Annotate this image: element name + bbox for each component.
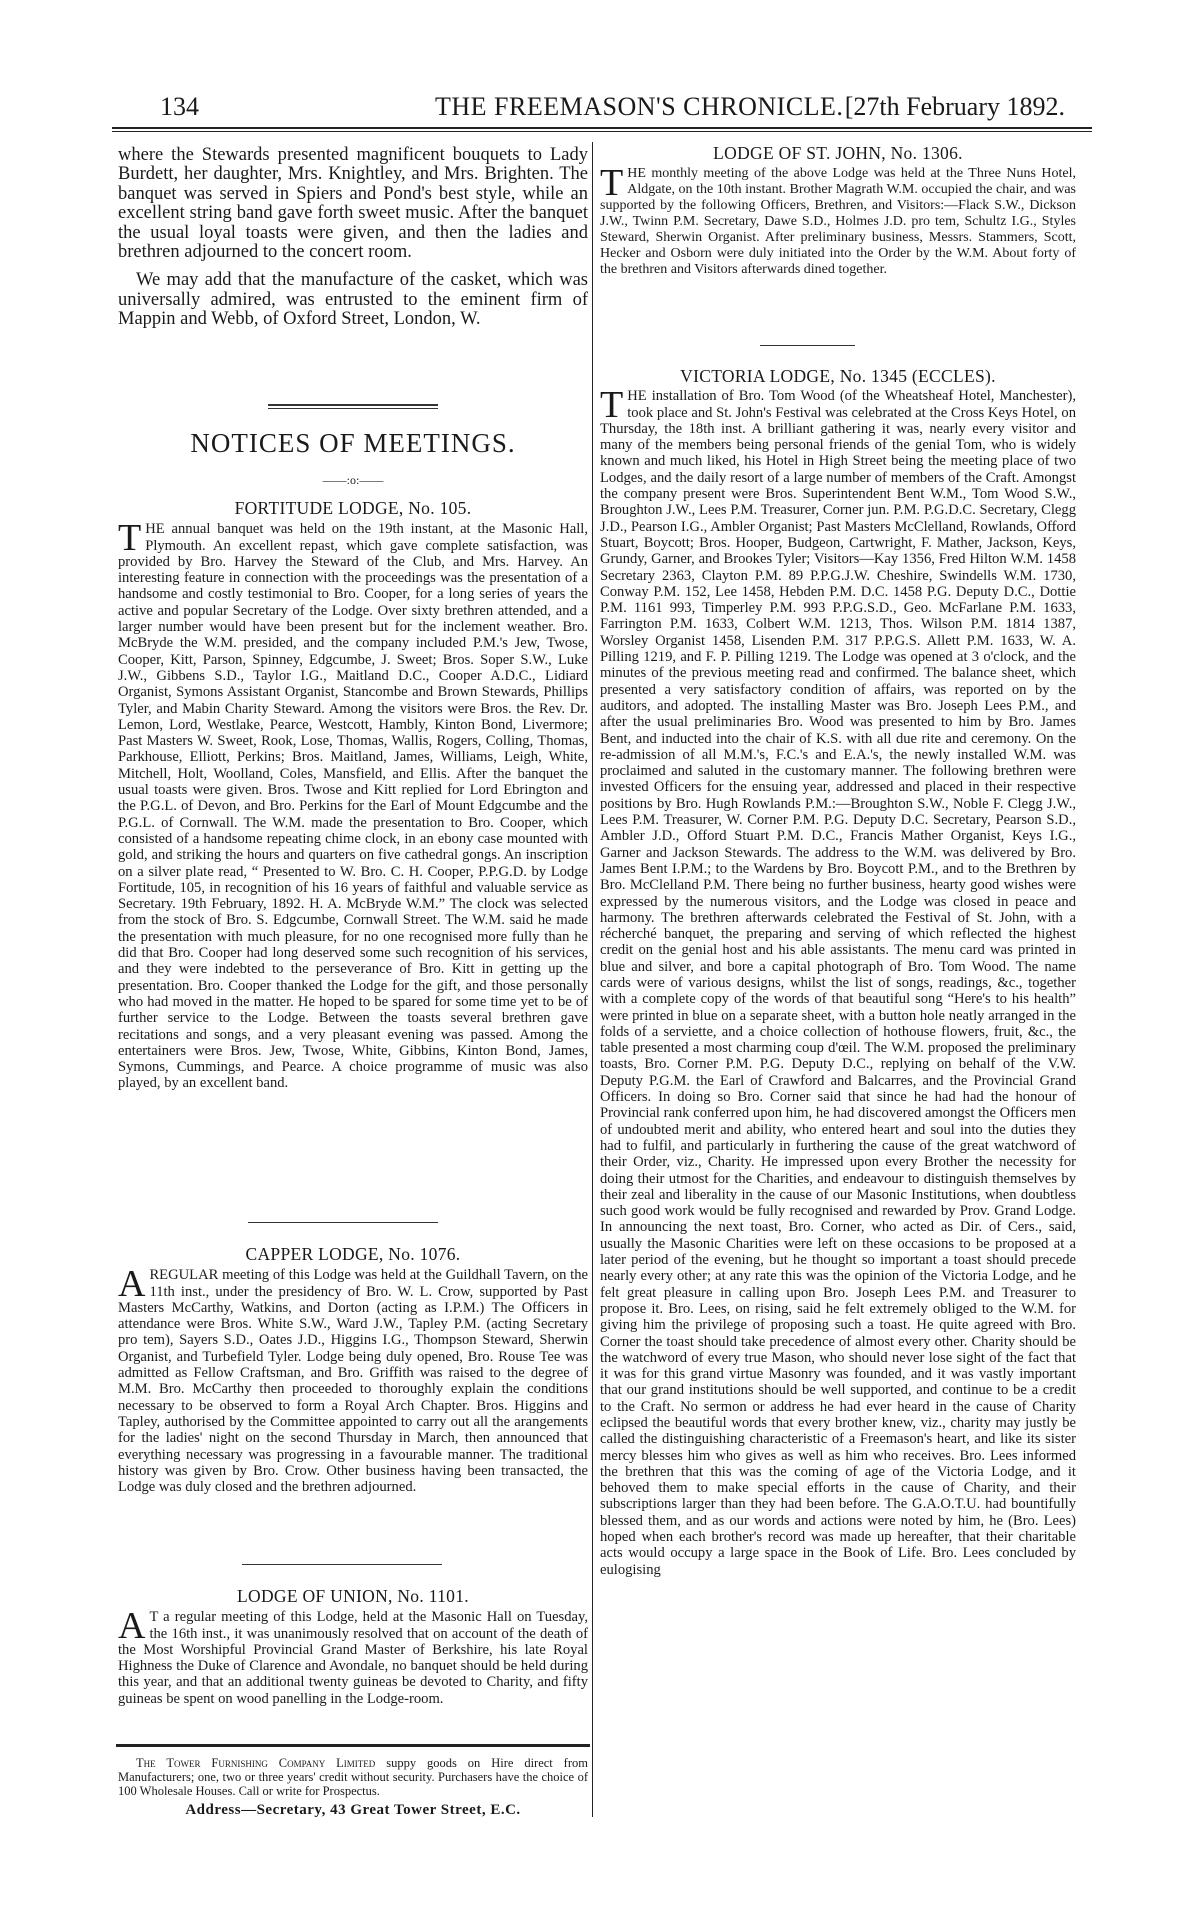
article-fortitude-lodge	[118, 500, 588, 1092]
intro-article	[118, 146, 588, 330]
article-heading: LODGE OF ST. JOHN, No. 1306.	[713, 143, 963, 163]
drop-cap: T	[600, 384, 624, 427]
article-text: HE annual banquet was held on the 19th instant, at the Masonic Hall, Plymouth. An excellent repast, which gave complete satisfaction, was provided by Bro. Harvey the Steward of the Club, and Mrs. Harvey. An interesting feature in connection with the proceedings was the presentation of a handsome and costly testimonial to Bro. Cooper, for a long series of years the active and popular Secretary of the Lodge. Over sixty brethren attended, and a larger number would have been present but for the inclement weather. Bro. McBryde the W.M. presided, and the company included P.M.'s Jew, Twose, Cooper, Kitt, Parson, Spinney, Edgcumbe, J. Sweet; Bros. Soper S.W., Luke J.W., Gibbens S.D., Taylor I.G., Maitland D.C., Cooper A.D.C., Lidiard Organist, Symons Assistant Organist, Stancombe and Brown Stewards, Phillips Tyler, and Mabin Charity Steward. Among the visitors were Bros. the Rev. Dr. Lemon, Lord, Westlake, Pearce, Westcott, Hambly, Kinton Bond, Livermore; Past Masters W. Sweet, Rook, Lose, Thomas, Wallis, Rogers, Colling, Thomas, Parkhouse, Elliott, Perkins; Bros. Maitland, James, Williams, Leigh, White, Mitchell, Holt, Woolland, Coles, Mansfield, and Ellis. After the banquet the usual toasts were given. Bros. Twose and Kitt replied for Lord Ebrington and the P.G.L. of Devon, and Bro. Perkins for the Earl of Mount Edgcumbe and the P.G.L. of Cornwall. The W.M. made the presentation to Bro. Cooper, which consisted of a handsome repeating chime clock, in an ebony case mounted with gold, and striking the hours and quarters on five cathedral gongs. An inscription on a silver plate read, “ Presented to W. Bro. C. H. Cooper, P.P.G.D. by Lodge Fortitude, 105, in recognition of his 16 years of faithful and valuable service as Secretary. 19th February, 1892. H. A. McBryde W.M.” The clock was selected from the stock of Bro. S. Edgcumbe, Cornwall Street. The W.M. said he made the presentation with much pleasure, for no one recognised more fully than he did that Bro. Cooper had long deserved some such recognition of his services, and they were indebted to the perseverance of Bro. Kitt in getting up the presentation. Bro. Cooper thanked the Lodge for the gift, and those personally who had moved in the matter. He hoped to be spared for some time yet to be of further service to the Lodge. Between the toasts several brethren gave recitations and songs, and a very pleasant evening was passed. Among the entertainers were Bros. Jew, Twose, White, Gibbins, Kinton Bond, James, Symons, Cummings, and Pearce. A choice programme of music was also played, by an excellent band.	[118, 521, 588, 1092]
advert-company: The Tower Furnishing Company Limited	[136, 1756, 376, 1770]
drop-cap: T	[600, 162, 624, 204]
drop-cap: A	[118, 1263, 146, 1306]
article-capper-lodge	[118, 1246, 588, 1495]
article-text: T a regular meeting of this Lodge, held at the Masonic Hall on Tuesday, the 16th inst., it was unanimously resolved that on account of the death of the Most Worshipful Provincial Grand Master of Berkshire, his late Royal Highness the Duke of Clarence and Avondale, no banquet should be held during this year, and that an additional twenty guineas be devoted to Charity, and fifty guineas be spent on wood panelling in the Lodge-room.	[118, 1609, 588, 1707]
paragraph: where the Stewards presented magnificent bouquets to Lady Burdett, her daughter, Mrs. Knightley, and Mrs. Brighten. The banquet was served in Spiers and Pond's best style, while an excellent string band gave forth sweet music. After the banquet the usual loyal toasts were given, and then the ladies and brethren adjourned to the concert room.	[118, 145, 588, 263]
section-rule	[248, 1222, 438, 1223]
section-rule	[760, 345, 855, 346]
notices-header	[118, 428, 588, 488]
ornament: ——:o:——	[322, 473, 384, 487]
article-heading: FORTITUDE LODGE, No. 105.	[234, 498, 472, 518]
article-text: HE installation of Bro. Tom Wood (of the Wheatsheaf Hotel, Manchester), took place and St. John's Festival was celebrated at the Cross Keys Hotel, on Thursday, the 18th inst. A brilliant gathering it was, nearly every visitor and many of the members being personal friends of the genial Tom, who is widely known and much liked, his Hotel in High Street being the meeting place of two Lodges, and the daily resort of a large number of members of the Craft. Amongst the company present were Bros. Superintendent Bent W.M., Tom Wood S.W., Broughton J.W., Lees P.M. Treasurer, Corner jun. P.M. P.G.D.C. Secretary, Clegg J.D., Pearson I.G., Ambler Organist; Past Masters McClelland, Rowlands, Offord Stuart, Boycott; Bros. Hooper, Budgeon, Cartwright, F. Mather, Jackson, Keys, Grundy, Garner, and Brookes Tyler; Visitors—Kay 1356, Fred Hilton W.M. 1458 Secretary 2363, Clayton P.M. 89 P.P.G.J.W. Cheshire, Swindells W.M. 1730, Conway P.M. 152, Lee 1458, Hebden P.M. D.C. 1458 P.G. Deputy D.C., Dottie P.M. 1161 993, Timperley P.M. 993 P.P.G.S.D., Geo. McFarlane P.M. 1633, Farrington P.M. 1633, Colbert W.M. 1213, Thos. Wilson P.M. 1814 1387, Worsley Organist 1458, Lisenden P.M. 317 P.P.G.S. Allett P.M. 1633, W. A. Pilling 1219, and F. P. Pilling 1219. The Lodge was opened at 3 o'clock, and the minutes of the previous meeting read and confirmed. The balance sheet, which presented a very satisfactory condition of affairs, was reported on by the auditors, and adopted. The installing Master was Bro. Joseph Lees P.M., and after the usual preliminaries Bro. Wood was presented to him by Bro. James Bent, and inducted into the chair of K.S. with all due rite and ceremony. On the re-admission of all M.M.'s, F.C.'s and E.A.'s, the newly installed W.M. was proclaimed and saluted in the customary manner. The following brethren were invested Officers for the ensuing year, addressed and placed in their respective positions by Bro. Hugh Rowlands P.M.:—Broughton S.W., Noble F. Clegg J.W., Lees P.M. Treasurer, W. Corner P.M. P.G. Deputy D.C. Secretary, Pearson S.D., Ambler J.D., Offord Stuart P.M. D.C., Francis Mather Organist, Keys I.G., Garner and Jackson Stewards. The address to the W.M. was delivered by Bro. James Bent I.P.M.; to the Wardens by Bro. Boycott P.M., and to the Brethren by Bro. McClelland P.M. There being no further business, hearty good wishes were expressed by the numerous visitors, and the Lodge was closed in peace and harmony. The brethren afterwards celebrated the Festival of St. John, with a récherché banquet, the preparing and serving of which reflected the highest credit on the genial host and his able assistants. The menu card was printed in blue and silver, and bore a capital photograph of Bro. Tom Wood. The name cards were of various designs, whilst the list of songs, readings, &c., together with a complete copy of the words of that beautiful song “Here's to his health” were printed in blue on a separate sheet, with a button hole neatly arranged in the folds of a serviette, and a choice collection of hothouse flowers, fruit, &c., the table presented a most charming coup d'œil. The W.M. proposed the preliminary toasts, Bro. Corner P.M. P.G. Deputy D.C., replying on behalf of the V.W. Deputy P.G.M. the Earl of Crawford and Balcarres, and the Provincial Grand Officers. In doing so Bro. Corner said that since he had had the honour of Provincial rank conferred upon him, he had discovered amongst the Officers men of undoubted merit and ability, who entered heart and soul into the duties they had to fulfil, and particularly in furthering the cause of the great watchword of their Order, viz., Charity. He impressed upon every Brother the necessity for doing their utmost for the Charities, and endeavour to distinguish themselves by their zeal and liberality in the cause of our Masonic Institutions, when doubtless such good work would be fully recognised and rewarded by Prov. Grand Lodge. In announcing the next toast, Bro. Corner, who acted as Dir. of Cers., said, usually the Masonic Charities were left on these occasions to be proposed at a later period of the evening, but he thought so important a toast should precede nearly every other; at any rate this was the opinion of the Victoria Lodge, and he felt great pleasure in calling upon Bro. Joseph Lees P.M. and Treasurer to propose it. Bro. Lees, on rising, said he felt extremely obliged to the W.M. for giving him the privilege of proposing such a toast. He quite agreed with Bro. Corner the toast should take precedence of almost every other. Charity should be the watchword of every true Mason, who should never lose sight of the fact that it was for this grand virtue Masonry was founded, and it was vastly important that our grand institutions should be well supported, and continue to be a credit to the Craft. No sermon or address he had ever heard in the cause of Charity eclipsed the beautiful words that every brother knew, viz., charity may justly be called the distinguishing characteristic of a Freemason's heart, and like its sister mercy blesses him who gives as well as him who receives. Bro. Lees informed the brethren that this was the coming of age of the Victoria Lodge, and it behoved them to make special efforts in the cause of Charity, and their subscriptions larger than they had been before. The G.A.O.T.U. had bountifully blessed them, and as our words and actions were noted by him, he (Bro. Lees) hoped when each brother's record was made up hereafter, that their charitable acts would occupy a large space in the Book of Life. Bro. Lees concluded by eulogising	[600, 388, 1076, 1578]
section-rule	[268, 404, 438, 409]
column-divider	[592, 142, 593, 1817]
article-heading: LODGE OF UNION, No. 1101.	[237, 1586, 469, 1606]
issue-date: [27th February 1892.	[844, 92, 1065, 121]
newspaper-title: THE FREEMASON'S CHRONICLE.	[435, 92, 844, 121]
article-text: HE monthly meeting of the above Lodge was held at the Three Nuns Hotel, Aldgate, on the 10th instant. Brother Magrath W.M. occupied the chair, and was supported by the following Officers, Brethren, and Visitors:—Flack S.W., Dickson J.W., Twinn P.M. Secretary, Dawe S.D., Holmes J.D. pro tem, Schultz I.G., Styles Steward, Sherwin Organist. After preliminary business, Messrs. Stammers, Scott, Hecker and Osborn were duly initiated into the Order by the W.M. About forty of the brethren and Visitors afterwards dined together.	[600, 166, 1076, 277]
advert-address: Address—Secretary, 43 Great Tower Street, E.C.	[185, 1802, 521, 1818]
drop-cap: T	[118, 517, 142, 560]
article-lodge-of-st-john	[600, 145, 1076, 278]
advertisement	[118, 1756, 588, 1819]
section-rule	[242, 1564, 442, 1565]
article-heading: VICTORIA LODGE, No. 1345 (ECCLES).	[680, 366, 996, 386]
article-lodge-of-union	[118, 1588, 588, 1707]
article-heading: CAPPER LODGE, No. 1076.	[245, 1244, 461, 1264]
article-text: REGULAR meeting of this Lodge was held at the Guildhall Tavern, on the 11th inst., under the presidency of Bro. W. L. Crow, supported by Past Masters McCarthy, Watkins, and Dorton (acting as I.P.M.) The Officers in attendance were Bros. White S.W., Ward J.W., Tapley P.M. (acting Secretary pro tem), Sayers S.D., Oates J.D., Higgins I.G., Thompson Steward, Sherwin Organist, and Turbefield Tyler. Lodge being duly opened, Bro. Rouse Tee was admitted as Fellow Craftsman, and Bro. Griffith was raised to the degree of M.M. Bro. McCarthy then proceeded to thoroughly explain the conditions necessary to be observed to form a Royal Arch Chapter. Bros. Higgins and Tapley, authorised by the Committee appointed to carry out all the arangements for the ladies' night on the second Thursday in March, then announced that everything necessary was progressing in a favourable manner. The traditional history was given by Bro. Crow. Other business having been transacted, the Lodge was duly closed and the brethren adjourned.	[118, 1267, 588, 1496]
page-number: 134	[160, 92, 199, 121]
section-title: NOTICES OF MEETINGS.	[190, 428, 516, 458]
advert-text: suppy goods on Hire direct from Manufacturers; one, two or three years' credit without security. Purchasers have the choice of 100 Wholesale Houses. Call or write for Prospectus.	[118, 1756, 588, 1798]
advert-rule	[116, 1744, 590, 1747]
masthead	[150, 92, 1065, 122]
article-victoria-lodge	[600, 368, 1076, 1578]
paragraph: We may add that the manufacture of the casket, which was universally admired, was entrusted to the eminent firm of Mappin and Webb, of Oxford Street, London, W.	[118, 270, 588, 330]
masthead-rule	[112, 127, 1092, 132]
drop-cap: A	[118, 1605, 146, 1648]
